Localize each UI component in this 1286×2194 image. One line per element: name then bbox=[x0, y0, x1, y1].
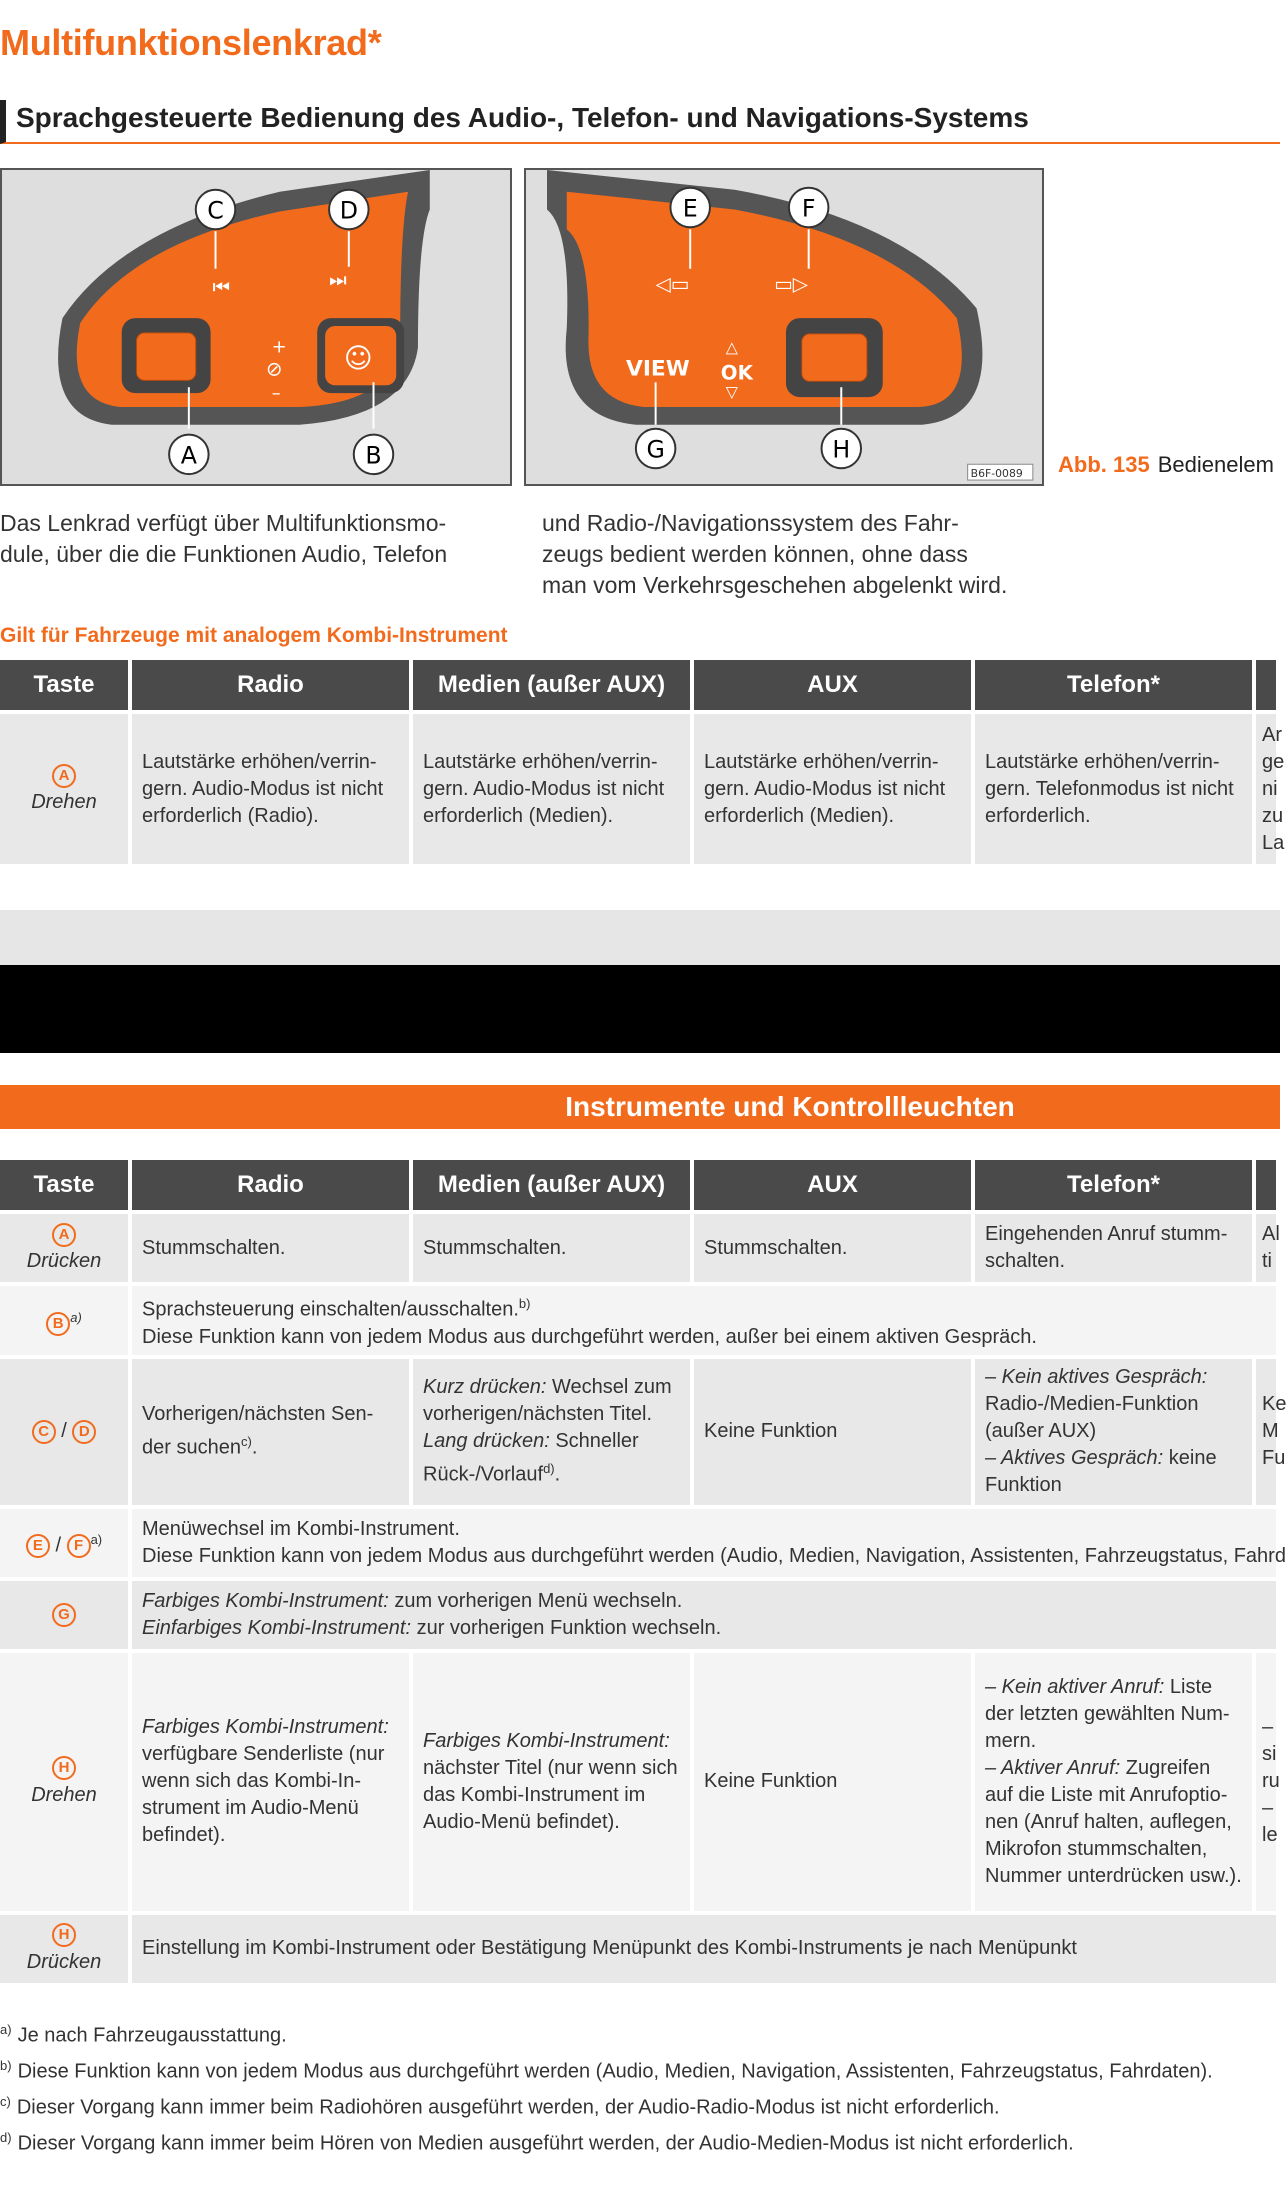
footnote bbox=[0, 2130, 1074, 2156]
cell-text: keine Funktion bbox=[985, 1447, 1217, 1497]
svg-text:+: + bbox=[271, 337, 287, 358]
cell-span bbox=[132, 1282, 1280, 1355]
cell-medien bbox=[413, 1649, 694, 1911]
cut-text: – bbox=[1262, 1797, 1274, 1820]
figure-label-g: G bbox=[646, 435, 665, 464]
cell-text: Liste der letzten gewählten Num-mern. bbox=[985, 1675, 1230, 1752]
footnote-text: Je nach Fahrzeugausstattung. bbox=[17, 2024, 287, 2047]
key-badge: G bbox=[52, 1603, 76, 1627]
cell-emph: Einfarbiges Kombi-Instrument: bbox=[142, 1616, 412, 1639]
cell-radio bbox=[132, 1649, 413, 1911]
cell-emph: Farbiges Kombi-Instrument: bbox=[423, 1729, 670, 1752]
span-line: Diese Funktion kann von jedem Modus aus durchgeführt werden (Audio, Medien, Navigation, Assistenten, Fahrzeugstatus, Fahrd bbox=[142, 1544, 1286, 1567]
cell-emph: – Kein aktiver Anruf: bbox=[985, 1675, 1165, 1698]
page-title: Multifunktionslenkrad* bbox=[0, 22, 382, 63]
key-badge: E bbox=[26, 1534, 50, 1558]
left-controls-illustration bbox=[2, 170, 510, 484]
cut-text: Ar bbox=[1262, 723, 1282, 746]
footnote-ref: b) bbox=[518, 1296, 531, 1311]
key-sep: / bbox=[55, 1534, 61, 1557]
key-badge: B bbox=[46, 1312, 70, 1336]
cut-text: ti bbox=[1262, 1250, 1272, 1272]
cell-span bbox=[132, 1505, 1286, 1577]
col-header-aux: AUX bbox=[694, 1160, 975, 1210]
table-header-row bbox=[0, 1160, 1280, 1210]
cell-aux: Keine Funktion bbox=[694, 1649, 975, 1911]
svg-text:–: – bbox=[271, 384, 281, 405]
cell-text: nächster Titel (nur wenn sich das Kombi-Instrument im Audio-Menü befindet). bbox=[423, 1756, 678, 1833]
key-badge: D bbox=[72, 1420, 96, 1444]
table-row bbox=[0, 1210, 1280, 1282]
figure-caption-label: Abb. 135 bbox=[1058, 452, 1150, 477]
cell-text: . bbox=[251, 1436, 258, 1459]
footnote-mark: d) bbox=[0, 2130, 12, 2145]
cell-telefon bbox=[975, 1355, 1256, 1505]
cut-text: si bbox=[1262, 1743, 1277, 1766]
cell-emph: – Aktives Gespräch: bbox=[985, 1447, 1164, 1470]
cell-medien bbox=[413, 1355, 694, 1505]
cut-text: – bbox=[1262, 1716, 1274, 1739]
cell-emph: – Kein aktives Gespräch: bbox=[985, 1366, 1208, 1389]
key-badge: H bbox=[52, 1923, 76, 1947]
figure-label-a: A bbox=[180, 441, 197, 470]
key-cell bbox=[0, 1649, 132, 1911]
key-action: Drücken bbox=[26, 1950, 102, 1973]
key-action: Drücken bbox=[26, 1250, 102, 1272]
svg-text:⊘: ⊘ bbox=[265, 357, 283, 381]
cell-text: Radio-/Medien-Funktion (außer AUX) bbox=[985, 1393, 1199, 1443]
cell-telefon: Lautstärke erhöhen/verrin-gern. Telefonmodus ist nicht erforderlich. bbox=[975, 710, 1256, 864]
applicability-note: Gilt für Fahrzeuge mit analogem Kombi-Instrument bbox=[0, 624, 508, 647]
table-row bbox=[0, 1282, 1280, 1355]
cell-emph: Kurz drücken: bbox=[423, 1376, 547, 1399]
key-badge: C bbox=[32, 1420, 56, 1444]
steering-wheel-right-figure bbox=[524, 168, 1044, 486]
intro-line: man vom Verkehrsgeschehen abgelenkt wird. bbox=[542, 572, 1008, 598]
key-badge: H bbox=[52, 1756, 76, 1780]
cell-emph: Farbiges Kombi-Instrument: bbox=[142, 1589, 389, 1612]
intro-line: dule, über die die Funktionen Audio, Telefon bbox=[0, 541, 448, 567]
footnote-ref: c) bbox=[240, 1434, 252, 1450]
key-cell bbox=[0, 710, 132, 864]
ok-button-label: OK bbox=[720, 361, 753, 385]
table-header-row bbox=[0, 660, 1280, 710]
cell-cut bbox=[1256, 1355, 1286, 1505]
svg-text:☺: ☺ bbox=[343, 341, 373, 375]
span-line: Sprachsteuerung einschalten/ausschalten. bbox=[142, 1298, 519, 1321]
key-cell bbox=[0, 1577, 132, 1649]
col-header-cut bbox=[1256, 660, 1280, 710]
cell-cut bbox=[1256, 710, 1285, 864]
footnote-mark: a) bbox=[0, 2022, 12, 2037]
cell-emph: Lang drücken: bbox=[423, 1430, 550, 1453]
cut-text: Fu bbox=[1262, 1447, 1286, 1470]
footnote-ref: a) bbox=[90, 1531, 103, 1547]
cell-text: Wechsel zum vorherigen/nächsten Titel. bbox=[423, 1376, 672, 1426]
steering-wheel-left-figure bbox=[0, 168, 512, 486]
col-header-taste: Taste bbox=[0, 1160, 132, 1210]
cell-text: Vorherigen/nächsten Sen-der suchen bbox=[142, 1403, 374, 1459]
footnote-text: Dieser Vorgang kann immer beim Radiohören ausgeführt werden, der Audio-Radio-Modus ist nicht erforderlich. bbox=[16, 2096, 1000, 2119]
chapter-band: Instrumente und Kontrollleuchten bbox=[0, 1085, 1280, 1129]
section-heading bbox=[0, 100, 1280, 144]
controls-table-analog bbox=[0, 660, 1285, 864]
cell-span: Einstellung im Kombi-Instrument oder Bestätigung Menüpunkt des Kombi-Instruments je nach Menüpunkt bbox=[132, 1911, 1280, 1983]
controls-table bbox=[0, 1160, 1286, 1983]
svg-text:▽: ▽ bbox=[725, 382, 738, 402]
cut-text: ge bbox=[1262, 750, 1285, 773]
figure-label-c: C bbox=[207, 196, 224, 225]
table-row bbox=[0, 1649, 1280, 1911]
section-heading-text: Sprachgesteuerte Bedienung des Audio-, Telefon- und Navigations-Systems bbox=[16, 102, 1029, 133]
footnote-text: Dieser Vorgang kann immer beim Hören von Medien ausgeführt werden, der Audio-Medien-Modus ist nicht erforderlich. bbox=[17, 2132, 1074, 2155]
intro-column-2 bbox=[542, 508, 1007, 601]
col-header-aux: AUX bbox=[694, 660, 975, 710]
cut-text: le bbox=[1262, 1824, 1278, 1847]
cell-medien: Lautstärke erhöhen/verrin-gern. Audio-Modus ist nicht erforderlich (Medien). bbox=[413, 710, 694, 864]
cell-text: Schneller Rück-/Vorlauf bbox=[423, 1430, 639, 1486]
key-action: Drehen bbox=[31, 1783, 97, 1806]
key-badge: F bbox=[67, 1534, 91, 1558]
footnote bbox=[0, 2058, 1213, 2084]
cut-text: zu bbox=[1262, 804, 1284, 827]
cell-text: verfügbare Senderliste (nur wenn sich das Kombi-In-strument im Audio-Menü befindet). bbox=[142, 1743, 385, 1847]
figure-code: B6F-0089 bbox=[970, 467, 1023, 481]
col-header-telefon: Telefon* bbox=[975, 1160, 1256, 1210]
span-line: Menüwechsel im Kombi-Instrument. bbox=[142, 1517, 460, 1540]
right-controls-illustration bbox=[526, 170, 1042, 484]
cut-text: Ke bbox=[1262, 1393, 1286, 1416]
table-row bbox=[0, 1355, 1280, 1505]
cell-telefon: Eingehenden Anruf stumm-schalten. bbox=[975, 1210, 1256, 1282]
footnote-ref: d) bbox=[543, 1461, 555, 1477]
key-badge: A bbox=[52, 1223, 76, 1247]
cell-aux: Lautstärke erhöhen/verrin-gern. Audio-Modus ist nicht erforderlich (Medien). bbox=[694, 710, 975, 864]
key-cell bbox=[0, 1282, 132, 1355]
cut-text: ni bbox=[1262, 777, 1278, 800]
intro-line: zeugs bedient werden können, ohne dass bbox=[542, 541, 968, 567]
cell-span bbox=[132, 1577, 1280, 1649]
footnote-text: Diese Funktion kann von jedem Modus aus durchgeführt werden (Audio, Medien, Navigation, Assistenten, Fahrzeugstatus, Fahrdaten). bbox=[17, 2060, 1213, 2083]
cell-telefon bbox=[975, 1649, 1256, 1911]
cut-text: La bbox=[1262, 831, 1285, 854]
key-action: Drehen bbox=[31, 791, 97, 813]
figure-caption bbox=[1058, 452, 1274, 478]
table-row bbox=[0, 1577, 1280, 1649]
figure-label-h: H bbox=[832, 435, 851, 464]
col-header-radio: Radio bbox=[132, 1160, 413, 1210]
intro-line: und Radio-/Navigationssystem des Fahr- bbox=[542, 510, 959, 536]
figure-caption-text: Bedienelem bbox=[1157, 452, 1274, 477]
col-header-medien: Medien (außer AUX) bbox=[413, 1160, 694, 1210]
cut-text: ru bbox=[1262, 1770, 1280, 1793]
black-band bbox=[0, 965, 1280, 1053]
figure-label-d: D bbox=[339, 196, 358, 225]
intro-column-1 bbox=[0, 508, 447, 570]
cell-medien: Stummschalten. bbox=[413, 1210, 694, 1282]
footnote-ref: a) bbox=[70, 1309, 82, 1325]
cell-cut bbox=[1256, 1210, 1280, 1282]
key-cell bbox=[0, 1505, 132, 1577]
cell-radio: Stummschalten. bbox=[132, 1210, 413, 1282]
cell-text: zum vorherigen Menü wechseln. bbox=[394, 1589, 683, 1612]
footnote-mark: b) bbox=[0, 2058, 12, 2073]
intro-line: Das Lenkrad verfügt über Multifunktionsmo- bbox=[0, 510, 447, 536]
col-header-radio: Radio bbox=[132, 660, 413, 710]
cell-radio bbox=[132, 1355, 413, 1505]
col-header-telefon: Telefon* bbox=[975, 660, 1256, 710]
svg-text:⏭: ⏭ bbox=[329, 268, 347, 292]
cut-text: M bbox=[1262, 1420, 1279, 1443]
cell-cut bbox=[1256, 1649, 1280, 1911]
key-badge: A bbox=[52, 764, 76, 788]
cell-radio: Lautstärke erhöhen/verrin-gern. Audio-Modus ist nicht erforderlich (Radio). bbox=[132, 710, 413, 864]
cut-text: Al bbox=[1262, 1223, 1280, 1245]
footnote bbox=[0, 2022, 287, 2048]
col-header-cut bbox=[1256, 1160, 1280, 1210]
figure-label-b: B bbox=[365, 441, 382, 470]
table-row bbox=[0, 710, 1280, 864]
figure-label-f: F bbox=[801, 194, 816, 223]
cell-emph: – Aktiver Anruf: bbox=[985, 1756, 1121, 1779]
cell-aux: Keine Funktion bbox=[694, 1355, 975, 1505]
svg-text:⏮: ⏮ bbox=[212, 275, 231, 299]
table-row bbox=[0, 1911, 1280, 1983]
svg-text:◁▭: ◁▭ bbox=[655, 272, 690, 296]
gray-separator bbox=[0, 910, 1280, 965]
cell-text: zur vorherigen Funktion wechseln. bbox=[416, 1616, 722, 1639]
figure-label-e: E bbox=[682, 194, 698, 223]
key-cell bbox=[0, 1210, 132, 1282]
cell-text: Zugreifen auf die Liste mit Anrufoptio-nen (Anruf halten, auflegen, Mikrofon stummschalten, Nummer unterdrücken usw.). bbox=[985, 1756, 1242, 1887]
key-sep: / bbox=[61, 1420, 67, 1443]
key-cell bbox=[0, 1355, 132, 1505]
cell-emph: Farbiges Kombi-Instrument: bbox=[142, 1716, 389, 1739]
footnote bbox=[0, 2094, 1000, 2120]
table-row bbox=[0, 1505, 1280, 1577]
footnote-mark: c) bbox=[0, 2094, 11, 2109]
view-button-label: VIEW bbox=[626, 356, 690, 382]
cell-text: . bbox=[554, 1463, 561, 1486]
key-cell bbox=[0, 1911, 132, 1983]
svg-text:▭▷: ▭▷ bbox=[774, 272, 808, 296]
span-line: Diese Funktion kann von jedem Modus aus durchgeführt werden, außer bei einem aktiven Gespräch. bbox=[142, 1325, 1037, 1348]
cell-aux: Stummschalten. bbox=[694, 1210, 975, 1282]
svg-text:△: △ bbox=[725, 337, 738, 357]
col-header-taste: Taste bbox=[0, 660, 132, 710]
col-header-medien: Medien (außer AUX) bbox=[413, 660, 694, 710]
